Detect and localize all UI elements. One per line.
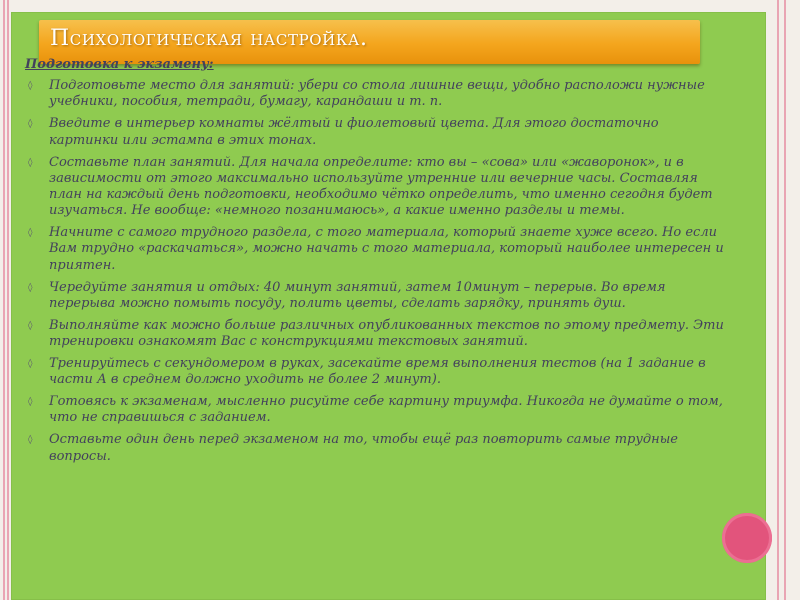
bullet-text: Выполняйте как можно больше различных опубликованных текстов по этому предмету. Эти тренировки ознакомят Вас с конструкциями текстовых занятий.: [49, 317, 724, 350]
bullet-item: [25, 318, 725, 350]
bullet-text: Чередуйте занятия и отдых: 40 минут занятий, затем 10минут – перерыв. Во время перерыва можно помыть посуду, полить цветы, сделать зарядку, принять душ.: [49, 279, 666, 311]
bullet-item: [25, 280, 725, 312]
diamond-bullet-icon: ◊: [28, 228, 33, 239]
slide-panel: [11, 12, 766, 600]
bullet-text: Введите в интерьер комнаты жёлтый и фиолетовый цвета. Для этого достаточно картинки или эстампа в этих тонах.: [49, 116, 659, 148]
frame-line-left-outer: [3, 0, 5, 600]
bullet-item: [25, 225, 725, 274]
frame-line-right-inner: [777, 0, 779, 600]
bullet-text: Составьте план занятий. Для начала определите: кто вы – «сова» или «жаворонок», и в зависимости от этого максимально используйте утренние или вечерние часы. Составляя план на каждый день подготовки, необходимо чётко определить, что именно сегодня будет изучаться. Не вообще: «немного позанимаюсь», а какие именно разделы и темы.: [49, 154, 713, 219]
frame-line-right-outer: [784, 0, 786, 600]
diamond-bullet-icon: ◊: [28, 359, 33, 370]
diamond-bullet-icon: ◊: [28, 320, 33, 331]
diamond-bullet-icon: ◊: [28, 81, 33, 92]
diamond-bullet-icon: ◊: [28, 282, 33, 293]
bullet-text: Начните с самого трудного раздела, с того материала, который знаете хуже всего. Но если Вам трудно «раскачаться», можно начать с того материала, который наиболее интересен и приятен.: [49, 225, 724, 273]
diamond-bullet-icon: ◊: [28, 435, 33, 446]
slide-subtitle: Подготовка к экзамену:: [25, 57, 214, 72]
bullet-item: [25, 116, 725, 148]
decorative-circle: [722, 513, 772, 563]
bullet-item: [25, 356, 725, 388]
diamond-bullet-icon: ◊: [28, 157, 33, 168]
frame-line-left-inner: [7, 0, 9, 600]
bullet-item: [25, 432, 725, 464]
bullet-list: [25, 78, 725, 465]
bullet-text: Подготовьте место для занятий: убери со стола лишние вещи, удобно расположи нужные учебники, пособия, тетради, бумагу, карандаши и т. п.: [49, 78, 705, 110]
bullet-text: Оставьте один день перед экзаменом на то, чтобы ещё раз повторить самые трудные вопросы.: [49, 432, 678, 464]
bullet-item: [25, 78, 725, 110]
slide-content: [25, 57, 725, 471]
diamond-bullet-icon: ◊: [28, 397, 33, 408]
slide-title: Психологическая настройка.: [50, 26, 368, 51]
bullet-text: Готовясь к экзаменам, мысленно рисуйте себе картину триумфа. Никогда не думайте о том, что не справишься с заданием.: [49, 394, 723, 426]
bullet-item: [25, 155, 725, 220]
bullet-text: Тренируйтесь с секундомером в руках, засекайте время выполнения тестов (на 1 задание в части А в среднем должно уходить не более 2 минут).: [49, 356, 706, 388]
bullet-item: [25, 394, 725, 426]
diamond-bullet-icon: ◊: [28, 119, 33, 130]
